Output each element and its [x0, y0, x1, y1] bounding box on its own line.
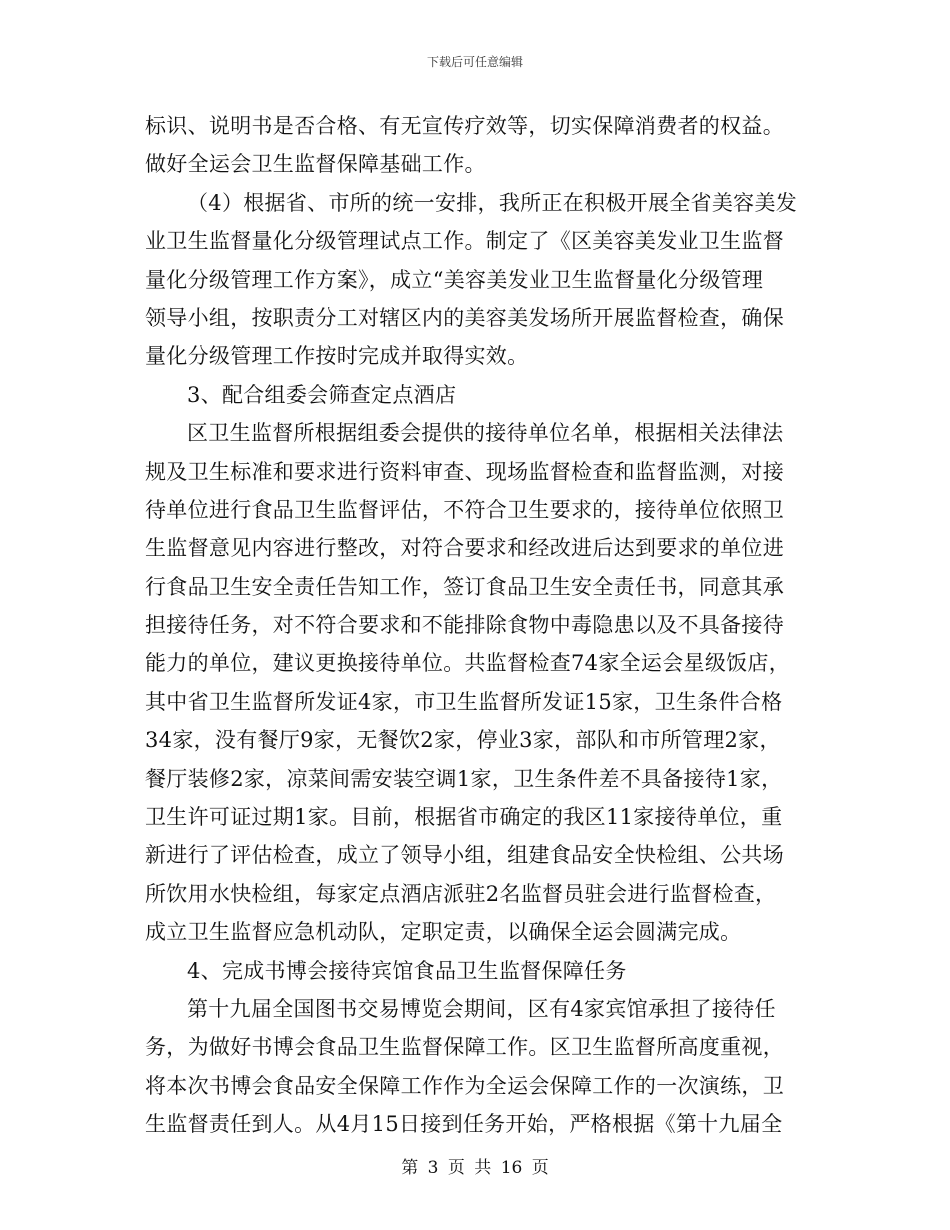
- text-line: 成立卫生监督应急机动队，定职定责，以确保全运会圆满完成。: [145, 920, 742, 945]
- text-line: 生监督意见内容进行整改，对符合要求和经改进后达到要求的单位进: [145, 536, 784, 561]
- text-line: 卫生许可证过期1家。目前，根据省市确定的我区11家接待单位，重: [145, 805, 783, 830]
- text-line: 第十九届全国图书交易博览会期间，区有4家宾馆承担了接待任: [187, 996, 776, 1021]
- text-line: 区卫生监督所根据组委会提供的接待单位名单，根据相关法律法: [187, 421, 784, 446]
- text-line: 做好全运会卫生监督保障基础工作。: [145, 152, 486, 177]
- text-line: 量化分级管理工作按时完成并取得实效。: [145, 344, 529, 369]
- text-line: 务，为做好书博会食品卫生监督保障工作。区卫生监督所高度重视，: [145, 1035, 784, 1060]
- text-line: 能力的单位，建议更换接待单位。共监督检查74家全运会星级饭店，: [145, 651, 791, 676]
- text-line: （4）根据省、市所的统一安排，我所正在积极开展全省美容美发: [187, 190, 798, 215]
- text-line: 新进行了评估检查，成立了领导小组，组建食品安全快检组、公共场: [145, 843, 784, 868]
- text-line: 领导小组，按职责分工对辖区内的美容美发场所开展监督检查，确保: [145, 305, 784, 330]
- text-line: 3、配合组委会筛查定点酒店: [187, 382, 457, 407]
- document-body: [145, 107, 810, 1144]
- text-line: 其中省卫生监督所发证4家，市卫生监督所发证15家，卫生条件合格: [145, 689, 783, 714]
- page-number-footer: 第 3 页 共 16 页: [401, 1158, 549, 1178]
- text-line: 所饮用水快检组，每家定点酒店派驻2名监督员驻会进行监督检查，: [145, 881, 777, 906]
- text-line: 4、完成书博会接待宾馆食品卫生监督保障任务: [187, 958, 627, 983]
- text-line: 标识、说明书是否合格、有无宣传疗效等，切实保障消费者的权益。: [145, 114, 784, 138]
- text-line: 生监督责任到人。从4月15日接到任务开始，严格根据《第十九届全: [145, 1112, 783, 1137]
- text-line: 业卫生监督量化分级管理试点工作。制定了《区美容美发业卫生监督: [145, 229, 784, 254]
- text-line: 量化分级管理工作方案》，成立“美容美发业卫生监督量化分级管理: [145, 267, 764, 292]
- text-line: 行食品卫生安全责任告知工作，签订食品卫生安全责任书，同意其承: [145, 574, 784, 599]
- text-line: 待单位进行食品卫生监督评估，不符合卫生要求的，接待单位依照卫: [145, 497, 784, 522]
- text-line: 规及卫生标准和要求进行资料审查、现场监督检查和监督监测，对接: [145, 459, 784, 484]
- header-note: 下载后可任意编辑: [426, 55, 523, 69]
- text-line: 餐厅装修2家，凉菜间需安装空调1家，卫生条件差不具备接待1家，: [145, 766, 783, 791]
- text-line: 将本次书博会食品安全保障工作作为全运会保障工作的一次演练，卫: [145, 1073, 784, 1098]
- text-line: 担接待任务，对不符合要求和不能排除食物中毒隐患以及不具备接待: [145, 613, 784, 638]
- text-line: 34家，没有餐厅9家，无餐饮2家，停业3家，部队和市所管理2家，: [145, 728, 781, 753]
